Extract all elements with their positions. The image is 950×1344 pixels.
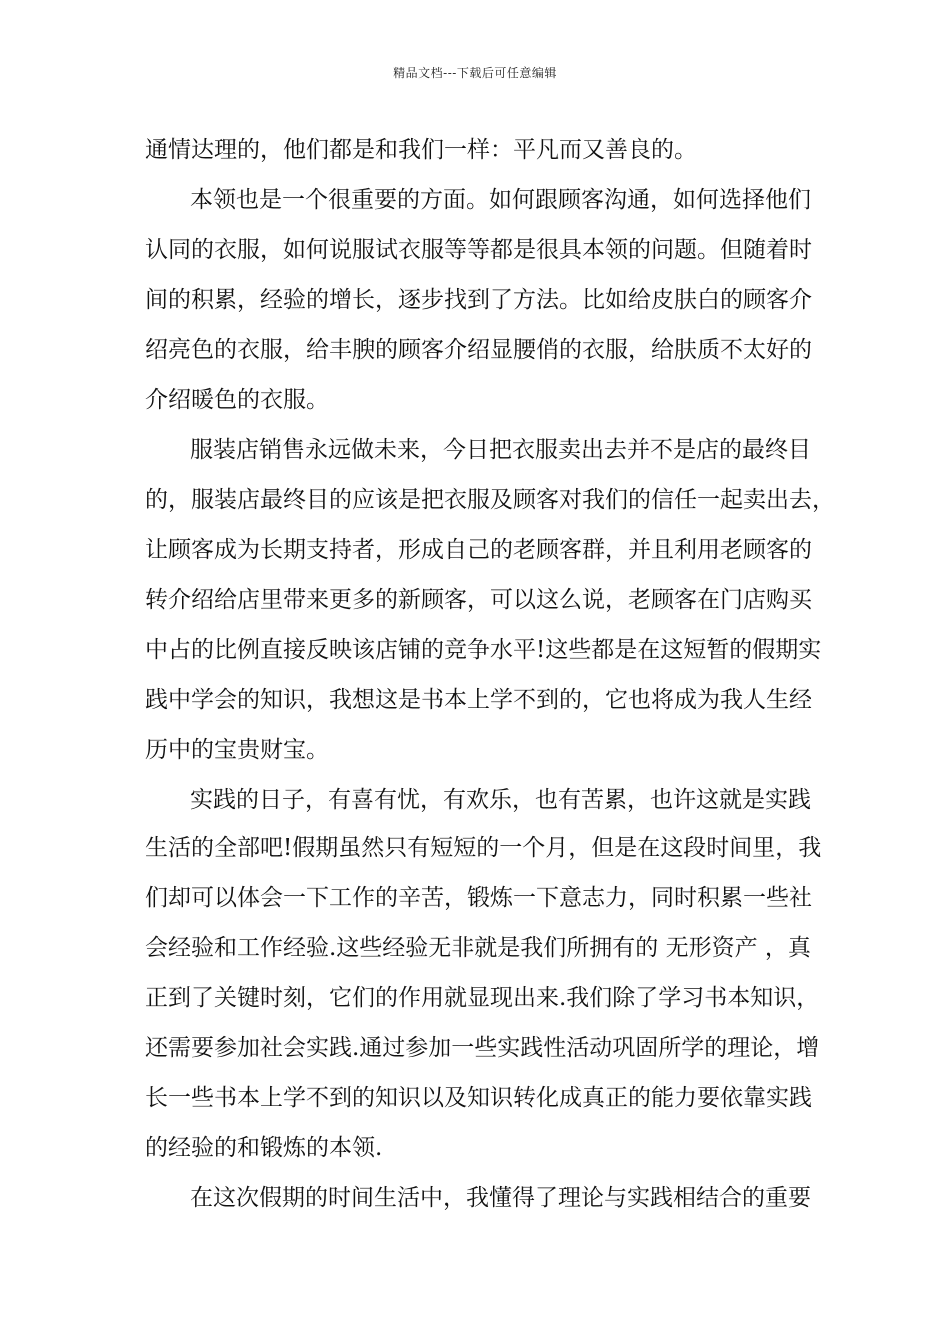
- text-line: 践中学会的知识，我想这是书本上学不到的，它也将成为我人生经: [145, 687, 812, 713]
- text-line: 绍亮色的衣服，给丰腴的顾客介绍显腰俏的衣服，给肤质不太好的: [145, 337, 812, 363]
- text-line: 正到了关键时刻，它们的作用就显现出来.我们除了学习书本知识，: [145, 985, 820, 1011]
- text-line: 实践的日子，有喜有忧，有欢乐，也有苦累，也许这就是实践: [190, 787, 811, 813]
- text-line: 服装店销售永远做未来，今日把衣服卖出去并不是店的最终目: [190, 437, 811, 463]
- text-line: 会经验和工作经验.这些经验无非就是我们所拥有的 无形资产 ，真: [145, 935, 811, 961]
- text-line: 长一些书本上学不到的知识以及知识转化成真正的能力要依靠实践: [145, 1085, 812, 1111]
- text-line: 在这次假期的时间生活中，我懂得了理论与实践相结合的重要: [190, 1185, 811, 1211]
- text-line: 转介绍给店里带来更多的新顾客，可以这么说，老顾客在门店购买: [145, 587, 812, 613]
- text-line: 历中的宝贵财宝。: [145, 737, 329, 763]
- text-line: 们却可以体会一下工作的辛苦，锻炼一下意志力，同时积累一些社: [145, 885, 812, 911]
- text-line: 间的积累，经验的增长，逐步找到了方法。比如给皮肤白的顾客介: [145, 287, 812, 313]
- page-header: 精品文档---下载后可任意编辑: [393, 66, 557, 80]
- text-line: 的，服装店最终目的应该是把衣服及顾客对我们的信任一起卖出去，: [145, 487, 835, 513]
- text-line: 通情达理的，他们都是和我们一样：平凡而又善良的。: [145, 137, 697, 163]
- text-line: 中占的比例直接反映该店铺的竞争水平!这些都是在这短暂的假期实: [145, 637, 822, 663]
- text-line: 还需要参加社会实践.通过参加一些实践性活动巩固所学的理论，增: [145, 1035, 820, 1061]
- text-line: 生活的全部吧!假期虽然只有短短的一个月，但是在这段时间里，我: [145, 835, 822, 861]
- text-line: 让顾客成为长期支持者，形成自己的老顾客群，并且利用老顾客的: [145, 537, 812, 563]
- text-line: 本领也是一个很重要的方面。如何跟顾客沟通，如何选择他们: [190, 187, 811, 213]
- text-line: 认同的衣服，如何说服试衣服等等都是很具本领的问题。但随着时: [145, 237, 812, 263]
- text-line: 介绍暖色的衣服。: [145, 387, 329, 413]
- text-line: 的经验的和锻炼的本领.: [145, 1135, 383, 1161]
